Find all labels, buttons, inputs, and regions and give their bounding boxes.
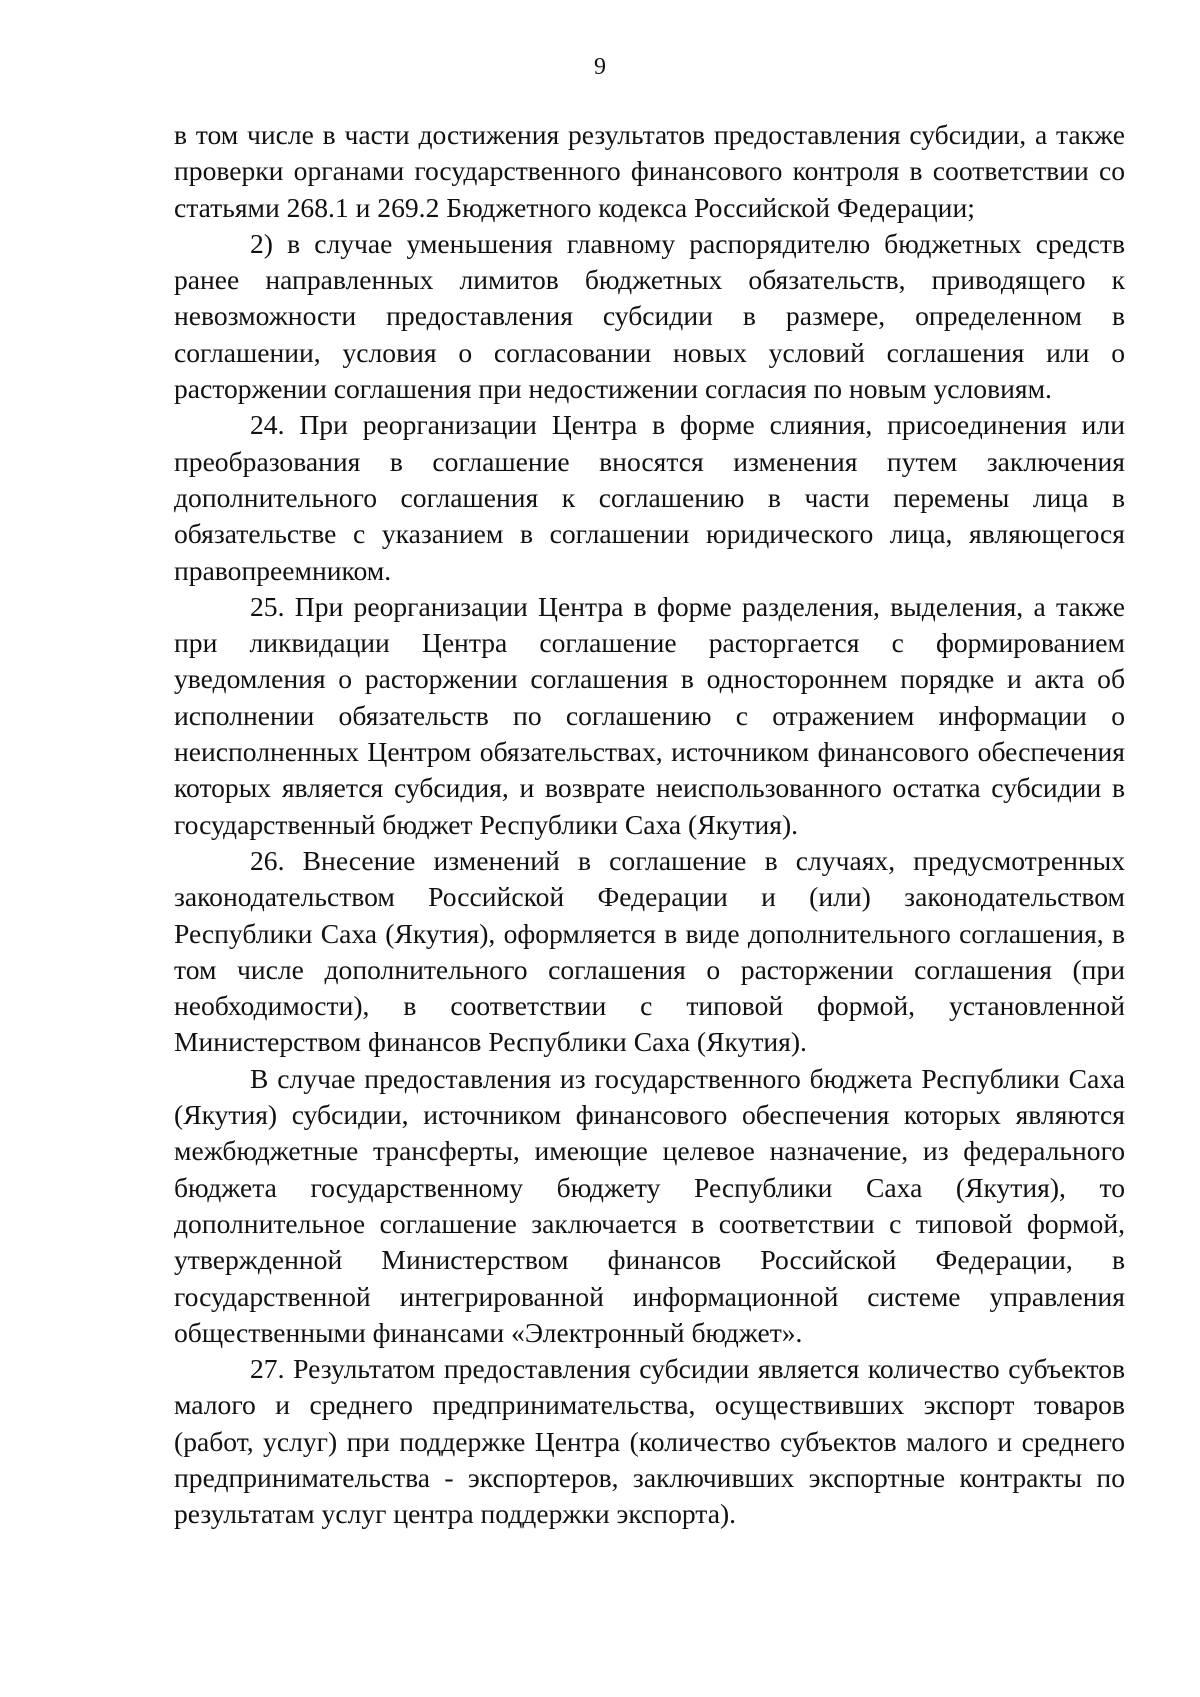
- paragraph-26: 26. Внесение изменений в соглашение в случаях, предусмотренных законодательством Российской Федерации и (или) законодательством Республики Саха (Якутия), оформляется в виде дополнительного соглашения, в том числе дополнительного соглашения о расторжении соглашения (при необходимости), в соответствии с типовой формой, установленной Министерством финансов Республики Саха (Якутия).: [174, 844, 1125, 1058]
- paragraph-27: 27. Результатом предоставления субсидии является количество субъектов малого и среднего предпринимательства, осуществивших экспорт товаров (работ, услуг) при поддержке Центра (количество субъектов малого и среднего предпринимательства - экспортеров, заключивших экспортные контракты по результатам услуг центра поддержки экспорта).: [174, 1353, 1125, 1530]
- paragraph-continuation: в том числе в части достижения результатов предоставления субсидии, а также проверки органами государственного финансового контроля в соответствии со статьями 268.1 и 269.2 Бюджетного кодекса Российской Федерации;: [174, 119, 1125, 223]
- paragraph-24: 24. При реорганизации Центра в форме слияния, присоединения или преобразования в соглашение вносятся изменения путем заключения дополнительного соглашения к соглашению в части перемены лица в обязательстве с указанием в соглашении юридического лица, являющегося правопреемником.: [174, 409, 1125, 586]
- document-body: [174, 117, 1125, 1533]
- paragraph-26-continuation: В случае предоставления из государственного бюджета Республики Саха (Якутия) субсидии, источником финансового обеспечения которых являются межбюджетные трансферты, имеющие целевое назначение, из федерального бюджета государственному бюджету Республики Саха (Якутия), то дополнительное соглашение заключается в соответствии с типовой формой, утвержденной Министерством финансов Российской Федерации, в государственной интегрированной информационной системе управления общественными финансами «Электронный бюджет».: [174, 1062, 1125, 1348]
- page-number: 9: [594, 54, 606, 80]
- paragraph-25: 25. При реорганизации Центра в форме разделения, выделения, а также при ликвидации Центра соглашение расторгается с формированием уведомления о расторжении соглашения в одностороннем порядке и акта об исполнении обязательств по соглашению с отражением информации о неисполненных Центром обязательствах, источником финансового обеспечения которых является субсидия, и возврате неиспользованного остатка субсидии в государственный бюджет Республики Саха (Якутия).: [174, 590, 1125, 840]
- paragraph-item-2: 2) в случае уменьшения главному распорядителю бюджетных средств ранее направленных лимитов бюджетных обязательств, приводящего к невозможности предоставления субсидии в размере, определенном в соглашении, условия о согласовании новых условий соглашения или о расторжении соглашения при недостижении согласия по новым условиям.: [174, 227, 1125, 405]
